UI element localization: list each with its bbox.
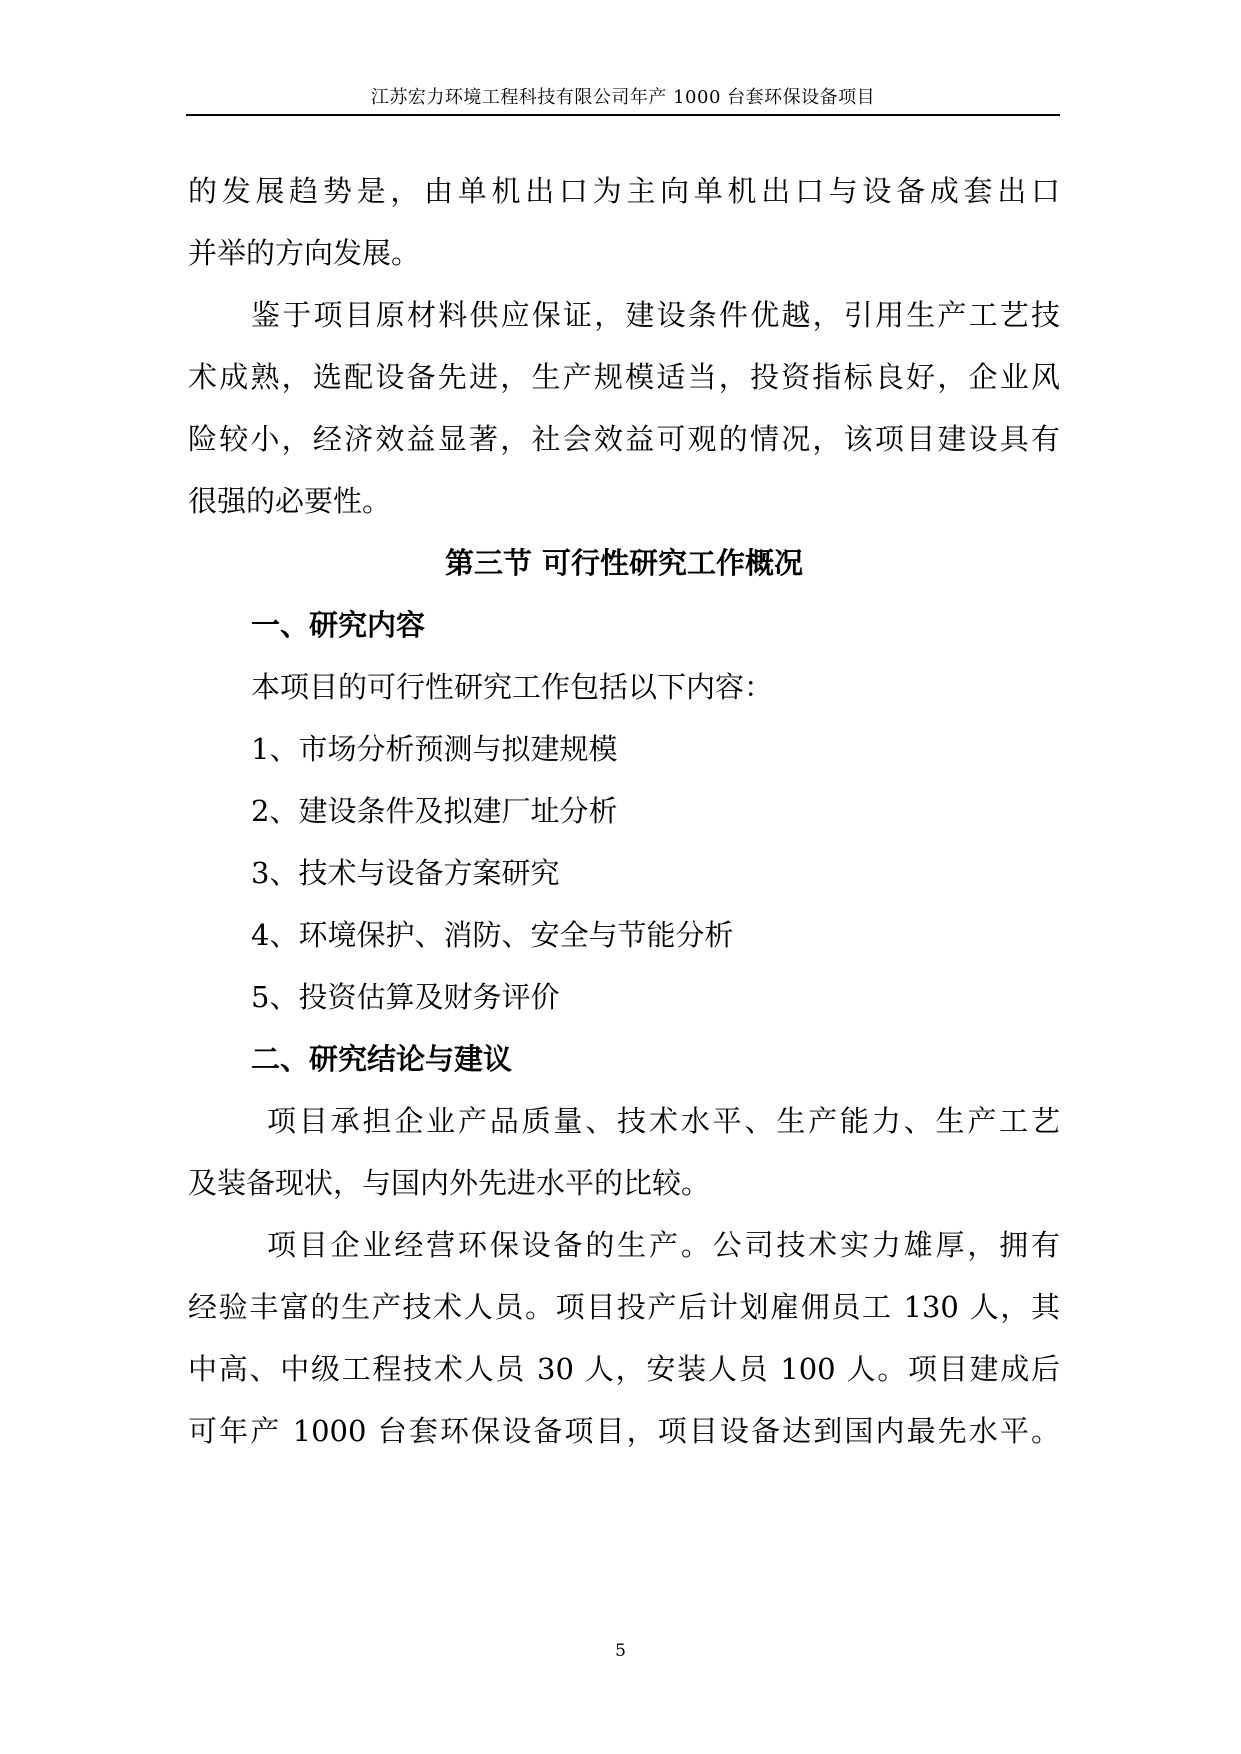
list-item: 4、环境保护、消防、安全与节能分析 bbox=[251, 918, 734, 952]
paragraph-line: 及装备现状，与国内外先进水平的比较。 bbox=[188, 1166, 711, 1200]
paragraph-line: 鉴于项目原材料供应保证，建设条件优越，引用生产工艺技 bbox=[251, 298, 1060, 332]
list-item: 2、建设条件及拟建厂址分析 bbox=[251, 794, 618, 828]
paragraph-line: 项目企业经营环保设备的生产。公司技术实力雄厚，拥有 bbox=[267, 1228, 1060, 1262]
page-number: 5 bbox=[615, 1641, 626, 1661]
paragraph-line: 中高、中级工程技术人员 30 人，安装人员 100 人。项目建成后 bbox=[188, 1352, 1060, 1386]
header-rule bbox=[186, 114, 1060, 116]
paragraph-line: 很强的必要性。 bbox=[188, 484, 392, 518]
page-header: 江苏宏力环境工程科技有限公司年产 1000 台套环保设备项目 bbox=[370, 87, 876, 108]
paragraph-line: 的发展趋势是，由单机出口为主向单机出口与设备成套出口 bbox=[188, 174, 1060, 208]
subsection-heading: 二、研究结论与建议 bbox=[251, 1042, 513, 1076]
document-body bbox=[188, 160, 1060, 1462]
list-item: 3、技术与设备方案研究 bbox=[251, 856, 560, 890]
paragraph-line: 项目承担企业产品质量、技术水平、生产能力、生产工艺 bbox=[267, 1104, 1060, 1138]
list-item: 1、市场分析预测与拟建规模 bbox=[251, 732, 618, 766]
section-title: 第三节 可行性研究工作概况 bbox=[444, 546, 804, 580]
subsection-heading: 一、研究内容 bbox=[251, 608, 426, 642]
paragraph-line: 经验丰富的生产技术人员。项目投产后计划雇佣员工 130 人，其 bbox=[188, 1290, 1060, 1324]
paragraph-line: 术成熟，选配设备先进，生产规模适当，投资指标良好，企业风 bbox=[188, 360, 1060, 394]
paragraph-line: 并举的方向发展。 bbox=[188, 236, 421, 270]
list-item: 5、投资估算及财务评价 bbox=[251, 980, 560, 1014]
paragraph-line: 本项目的可行性研究工作包括以下内容： bbox=[251, 670, 774, 704]
paragraph-line: 可年产 1000 台套环保设备项目，项目设备达到国内最先水平。 bbox=[188, 1414, 1060, 1448]
paragraph-line: 险较小，经济效益显著，社会效益可观的情况，该项目建设具有 bbox=[188, 422, 1060, 456]
